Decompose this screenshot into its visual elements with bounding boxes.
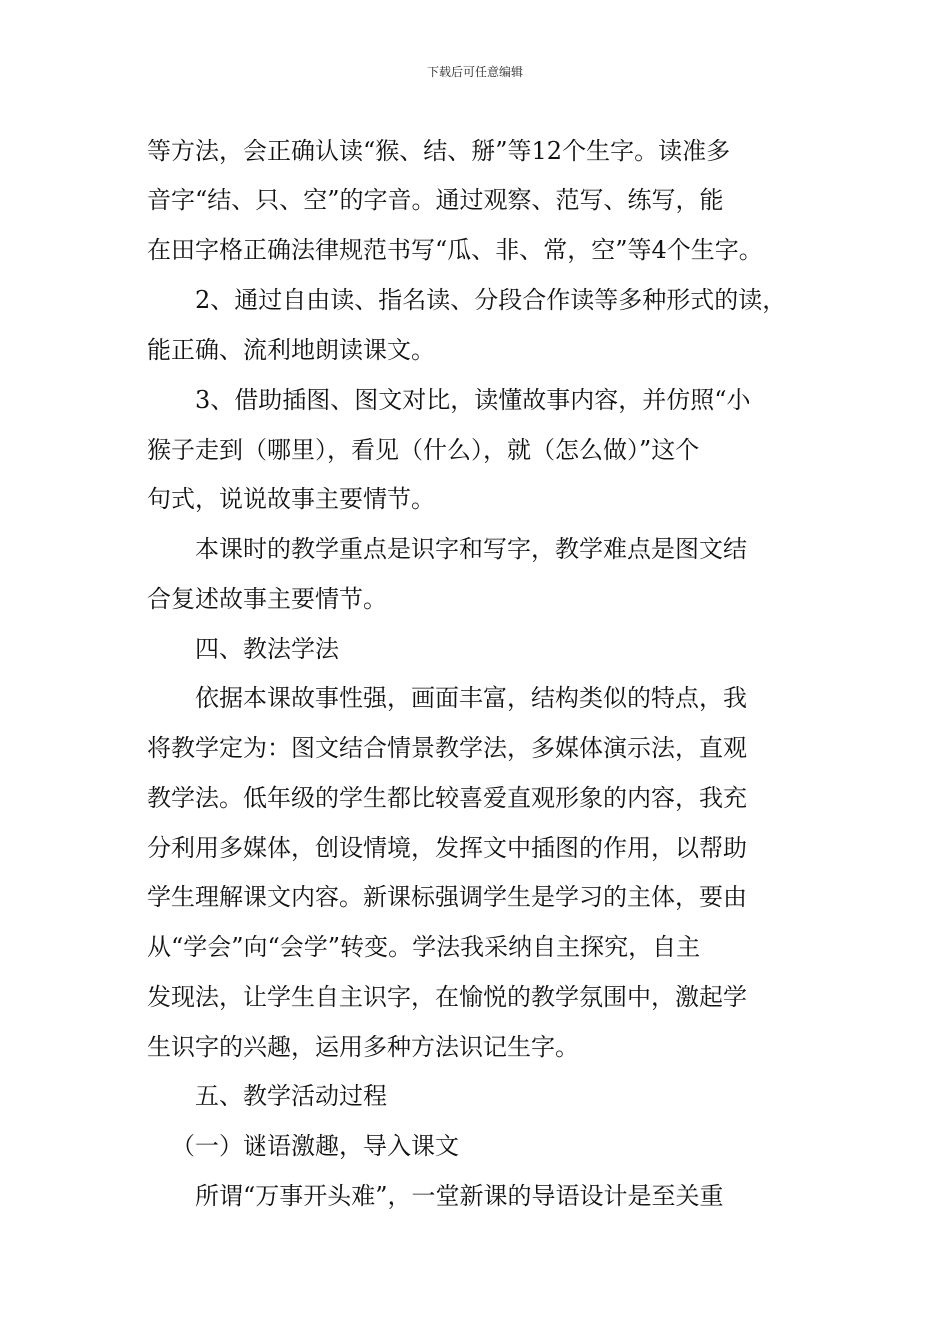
text-line: 教学法。低年级的学生都比较喜爱直观形象的内容，我充 (147, 784, 747, 812)
text-line: 能正确、流利地朗读课文。 (147, 336, 435, 364)
text-line: 句式，说说故事主要情节。 (147, 485, 435, 513)
section-heading: 四、教法学法 (195, 635, 339, 663)
text-line: 分利用多媒体，创设情境，发挥文中插图的作用，以帮助 (147, 834, 747, 862)
text-line: 从“学会”向“会学”转变。学法我采纳自主探究，自主 (147, 933, 701, 961)
text-line: 本课时的教学重点是识字和写字，教学难点是图文结 (195, 535, 747, 563)
subsection-heading: （一）谜语激趣，导入课文 (171, 1132, 459, 1160)
text-line: 发现法，让学生自主识字，在愉悦的教学氛围中，激起学 (147, 983, 747, 1011)
text-line: 猴子走到（哪里），看见（什么），就（怎么做）”这个 (147, 436, 700, 464)
text-line: 音字“结、只、空”的字音。通过观察、范写、练写，能 (147, 186, 724, 214)
text-line: 合复述故事主要情节。 (147, 585, 387, 613)
text-line: 生识字的兴趣，运用多种方法识记生字。 (147, 1033, 579, 1061)
text-line: 学生理解课文内容。新课标强调学生是学习的主体，要由 (147, 883, 747, 911)
text-line: 3、借助插图、图文对比，读懂故事内容，并仿照“小 (195, 386, 751, 414)
text-line: 在田字格正确法律规范书写“瓜、非、常，空”等4个生字。 (147, 236, 763, 264)
text-line: 2、通过自由读、指名读、分段合作读等多种形式的读， (195, 286, 787, 314)
page-header: 下载后可任意编辑 (426, 65, 523, 79)
text-line: 依据本课故事性强，画面丰富，结构类似的特点，我 (195, 684, 747, 712)
section-heading: 五、教学活动过程 (195, 1082, 387, 1110)
text-line: 等方法，会正确认读“猴、结、掰”等12个生字。读准多 (147, 137, 731, 165)
text-line: 所谓“万事开头难”，一堂新课的导语设计是至关重 (195, 1182, 724, 1210)
text-line: 将教学定为：图文结合情景教学法，多媒体演示法，直观 (147, 734, 747, 762)
